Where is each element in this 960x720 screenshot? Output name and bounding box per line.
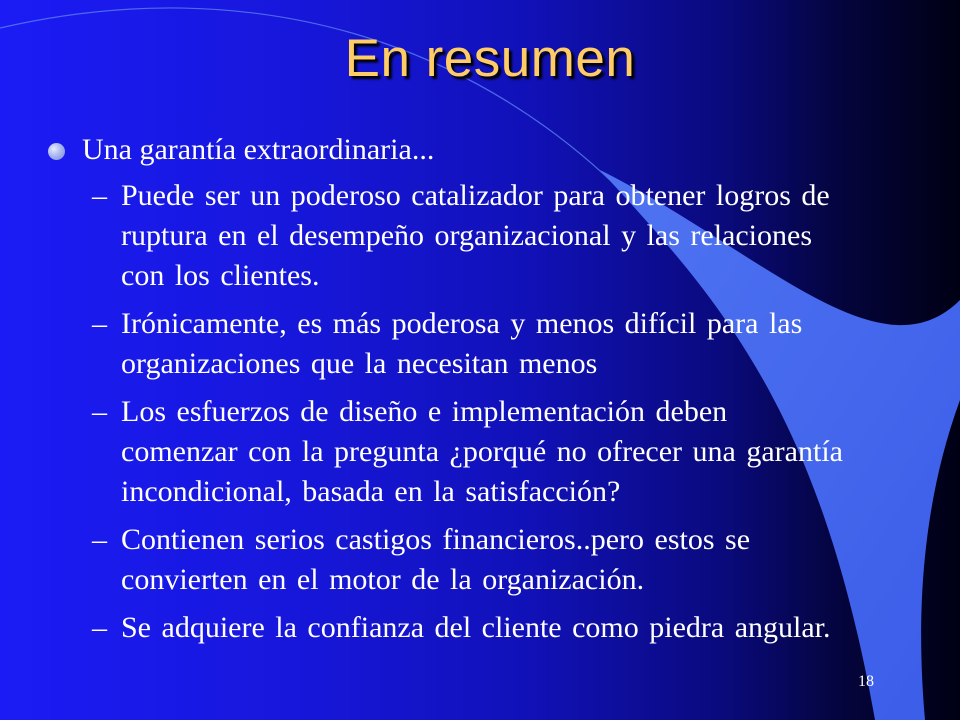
dash-marker: – [92,523,107,556]
sub-bullet-text: Contienen serios castigos financieros..pero estos se convierten en el motor de la organización. [121,523,751,596]
sub-bullet-item [92,304,852,384]
sub-bullet-list [92,176,852,656]
sub-bullet-item [92,520,852,600]
main-bullet-text: Una garantía extraordinaria... [82,133,435,166]
sub-bullet-text: Irónicamente, es más poderosa y menos difícil para las organizaciones que la necesitan menos [121,307,803,380]
dash-marker: – [92,179,107,212]
sub-bullet-text: Los esfuerzos de diseño e implementación deben comenzar con la pregunta ¿porqué no ofrecer una garantía incondicional, basada en la satisfacción? [121,395,843,508]
sub-bullet-text: Puede ser un poderoso catalizador para obtener logros de ruptura en el desempeño organizacional y las relaciones con los clientes. [121,179,830,292]
bullet-dot-icon [48,143,65,160]
dash-marker: – [92,395,107,428]
sub-bullet-text: Se adquiere la confianza del cliente como piedra angular. [121,611,831,644]
sub-bullet-item [92,392,852,512]
page-number: 18 [858,673,874,690]
sub-bullet-item [92,608,852,648]
sub-bullet-item [92,176,852,296]
dash-marker: – [92,611,107,644]
slide-title: En resumen [344,29,636,88]
dash-marker: – [92,307,107,340]
